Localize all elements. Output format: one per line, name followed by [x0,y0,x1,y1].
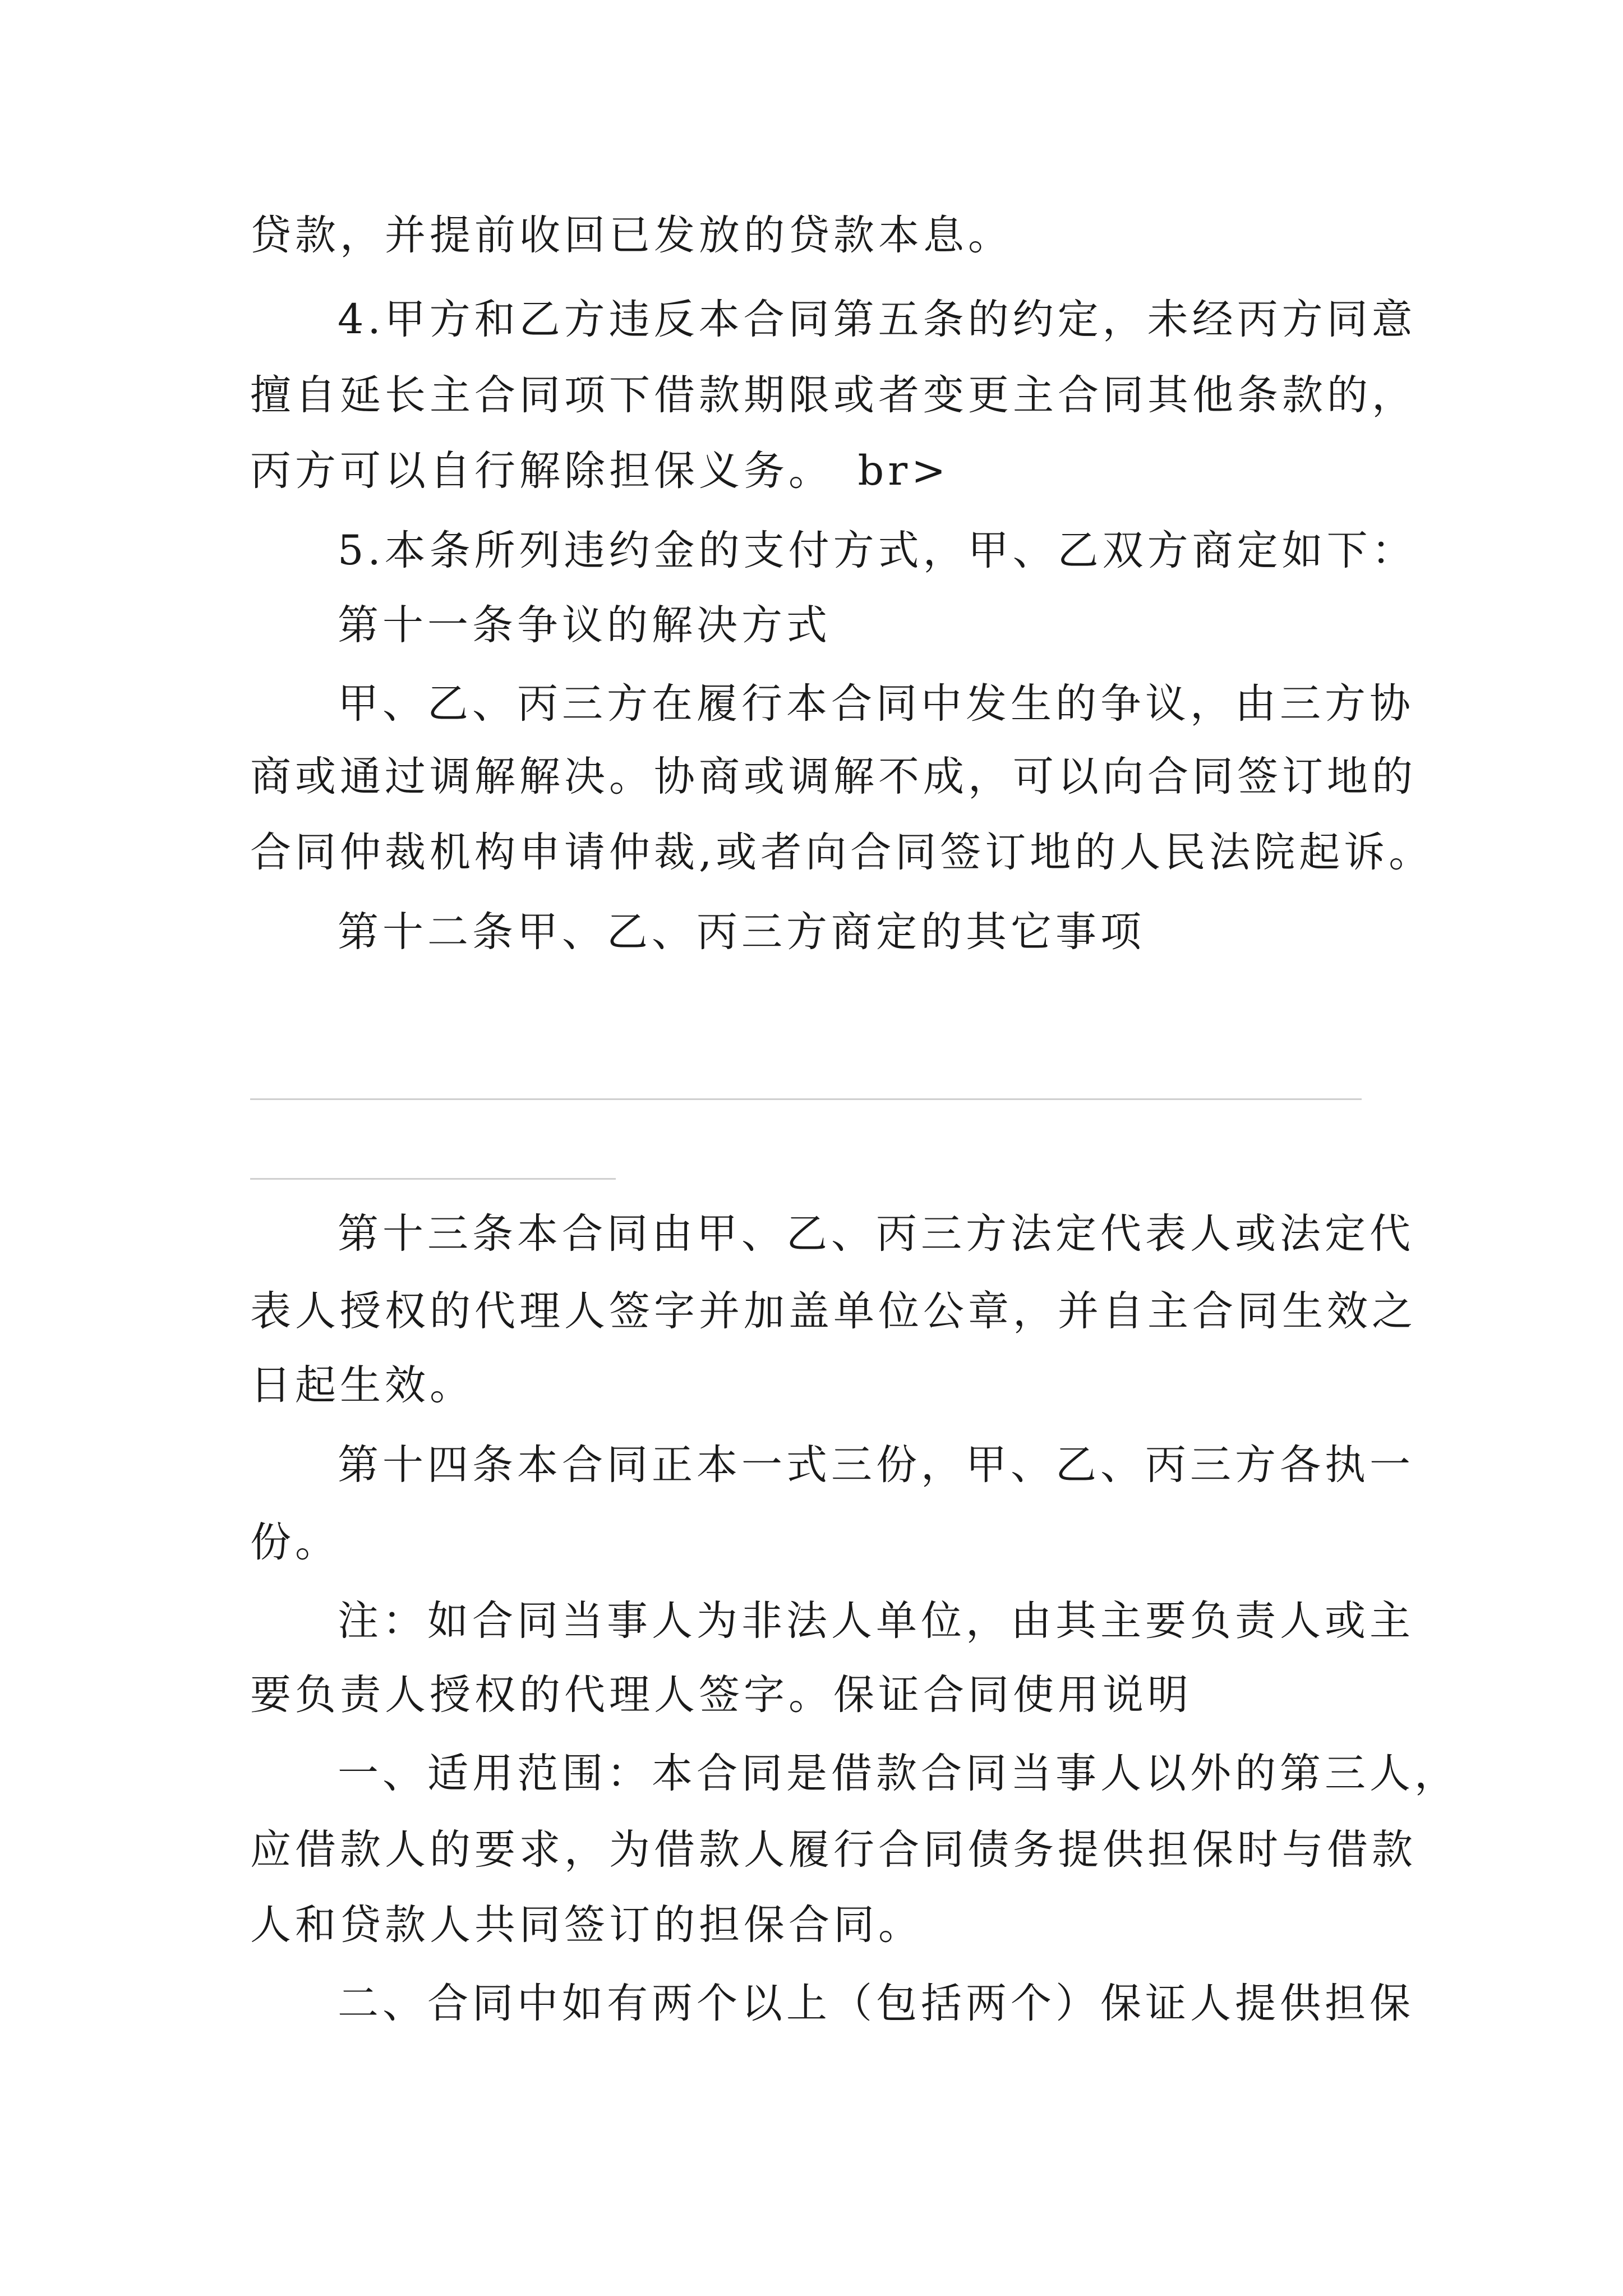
text-line: 应借款人的要求，为借款人履行合同债务提供担保时与借款 [250,1826,1417,1874]
text-line: 份。 [250,1519,340,1566]
text-line: 一、适用范围：本合同是借款合同当事人以外的第三人， [338,1750,1459,1797]
text-line: 丙方可以自行解除担保义务。 br> [250,447,950,495]
text-line: 甲、乙、丙三方在履行本合同中发生的争议，由三方协 [338,680,1414,728]
text-line: 日起生效。 [250,1361,474,1409]
text-line: 二、合同中如有两个以上（包括两个）保证人提供担保 [338,1980,1414,2027]
text-line: 擅自延长主合同项下借款期限或者变更主合同其他条款的， [250,371,1417,419]
text-line: 合同仲裁机构申请仲裁,或者向合同签订地的人民法院起诉。 [250,829,1434,876]
note-line: 要负责人授权的代理人签字。保证合同使用说明 [250,1671,1192,1719]
text-line: 表人授权的代理人签字并加盖单位公章，并自主合同生效之 [250,1287,1417,1335]
text-line: 5.本条所列违约金的支付方式，甲、乙双方商定如下： [338,527,1417,574]
text-line: 4.甲方和乙方违反本合同第五条的约定，未经丙方同意 [338,296,1417,343]
text-line: 人和贷款人共同签订的担保合同。 [250,1901,923,1949]
section-heading: 第十二条甲、乙、丙三方商定的其它事项 [338,908,1145,956]
section-heading: 第十三条本合同由甲、乙、丙三方法定代表人或法定代 [338,1210,1414,1258]
text-line: 贷款，并提前收回已发放的贷款本息。 [250,211,1013,259]
blank-fill-line [250,1178,616,1180]
blank-fill-line [250,1098,1362,1100]
note-line: 注：如合同当事人为非法人单位，由其主要负责人或主 [338,1597,1414,1645]
text-line: 商或通过调解解决。协商或调解不成，可以向合同签订地的 [250,753,1417,800]
section-heading: 第十四条本合同正本一式三份，甲、乙、丙三方各执一 [338,1441,1414,1489]
section-heading: 第十一条争议的解决方式 [338,601,831,649]
